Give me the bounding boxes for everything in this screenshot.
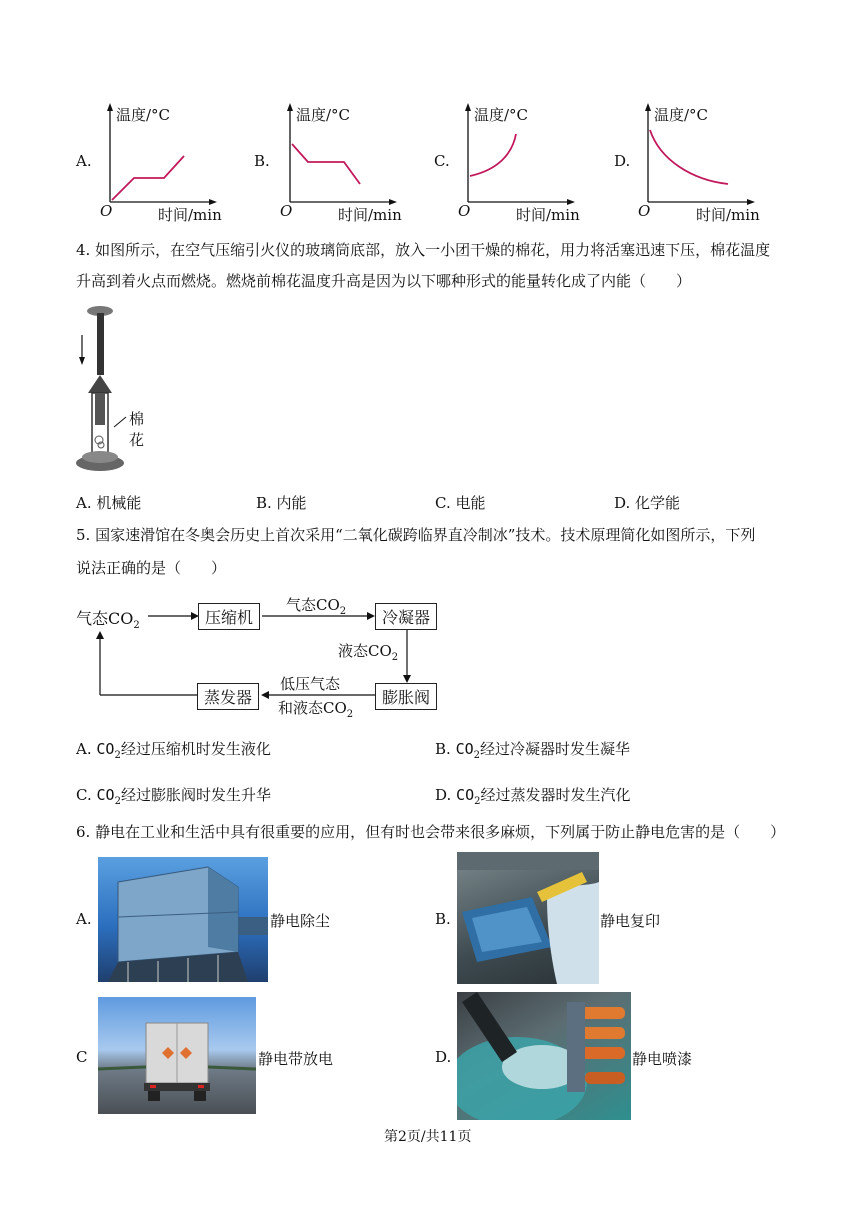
q4-option-b[interactable]: B. 内能	[256, 494, 307, 512]
q5-option-c[interactable]: C. $CO_2$经过膨胀阀时发生升华	[76, 786, 271, 807]
q4-line2: 升高到着火点而燃烧。燃烧前棉花温度升高是因为以下哪种形式的能量转化成了内能（ ）	[76, 272, 692, 290]
condenser-box: 冷凝器	[375, 603, 437, 630]
and-liquid-co2-label: 和液态$CO_2$	[278, 699, 354, 720]
y-axis-label: 温度/°C	[474, 106, 529, 124]
q6-option-b-label: 静电复印	[600, 912, 661, 930]
graph-b	[254, 100, 424, 225]
origin-label: O	[638, 202, 651, 220]
q4-line1: 4. 如图所示，在空气压缩引火仪的玻璃筒底部，放入一小团干燥的棉花，用力将活塞迅速下压，棉花温度	[76, 241, 771, 259]
spray-paint-icon	[457, 992, 631, 1120]
page-footer: 第2页/共11页	[384, 1129, 472, 1145]
q4-option-c[interactable]: C. 电能	[435, 494, 486, 512]
cotton-label-top: 棉	[129, 410, 145, 428]
q6-option-a-letter[interactable]: A.	[76, 910, 92, 928]
copier-photo	[457, 852, 599, 984]
y-axis-label: 温度/°C	[296, 106, 351, 124]
spray-paint-photo	[457, 992, 631, 1120]
gas-co2-label: 气态$CO_2$	[76, 609, 140, 632]
option-letter: D.	[614, 152, 631, 170]
option-letter: A.	[76, 152, 92, 170]
q5-option-b[interactable]: B. $CO_2$经过冷凝器时发生凝华	[435, 740, 631, 761]
q5-option-d[interactable]: D. $CO_2$经过蒸发器时发生汽化	[435, 786, 631, 807]
dust-collector-photo	[98, 857, 268, 982]
low-pressure-label: 低压气态	[280, 675, 341, 693]
graph-c	[432, 100, 602, 225]
graph-b-curve	[292, 144, 360, 184]
co2-flow-diagram	[76, 592, 456, 722]
graph-c-curve	[470, 134, 516, 176]
fire-syringe-icon	[74, 305, 164, 480]
q6-option-c-label: 静电带放电	[258, 1050, 334, 1068]
q6-option-a-label: 静电除尘	[270, 912, 331, 930]
copier-icon	[457, 852, 599, 984]
dust-collector-icon	[98, 857, 268, 982]
truck-icon	[98, 997, 256, 1114]
expansion-valve-box: 膨胀阀	[375, 683, 437, 710]
q5-line2: 说法正确的是（ ）	[76, 559, 227, 577]
q5-option-a[interactable]: A. $CO_2$经过压缩机时发生液化	[76, 740, 271, 761]
graph-a-curve	[112, 156, 184, 200]
truck-photo	[98, 997, 256, 1114]
x-axis-label: 时间/min	[696, 206, 760, 224]
x-axis-label: 时间/min	[516, 206, 580, 224]
compressor-box: 压缩机	[198, 603, 260, 630]
origin-label: O	[100, 202, 113, 220]
origin-label: O	[280, 202, 293, 220]
q6-option-d-letter[interactable]: D.	[435, 1048, 452, 1066]
graph-d	[612, 100, 782, 225]
x-axis-label: 时间/min	[338, 206, 402, 224]
y-axis-label: 温度/°C	[654, 106, 709, 124]
q6-option-d-label: 静电喷漆	[632, 1050, 693, 1068]
q6-option-b-letter[interactable]: B.	[435, 910, 451, 928]
liquid-co2-label: 液态$CO_2$	[338, 642, 399, 663]
q4-option-a[interactable]: A. 机械能	[76, 494, 142, 512]
q6-line1: 6. 静电在工业和生活中具有很重要的应用，但有时也会带来很多麻烦，下列属于防止静电危害的是（ ）	[76, 823, 786, 841]
option-letter: B.	[254, 152, 270, 170]
x-axis-label: 时间/min	[158, 206, 222, 224]
cotton-label-bottom: 花	[129, 431, 145, 449]
option-letter: C.	[434, 152, 450, 170]
gas-co2-label-2: 气态$CO_2$	[286, 596, 347, 617]
evaporator-box: 蒸发器	[197, 683, 259, 710]
q5-line1: 5. 国家速滑馆在冬奥会历史上首次采用“二氧化碳跨临界直冷制冰”技术。技术原理简化如图所示，下列	[76, 526, 756, 544]
y-axis-label: 温度/°C	[116, 106, 171, 124]
origin-label: O	[458, 202, 471, 220]
q6-option-c-letter[interactable]: C	[76, 1048, 88, 1066]
q4-option-d[interactable]: D. 化学能	[614, 494, 681, 512]
graph-d-curve	[650, 130, 728, 184]
fire-syringe-figure	[74, 305, 164, 480]
graph-a	[74, 100, 244, 225]
